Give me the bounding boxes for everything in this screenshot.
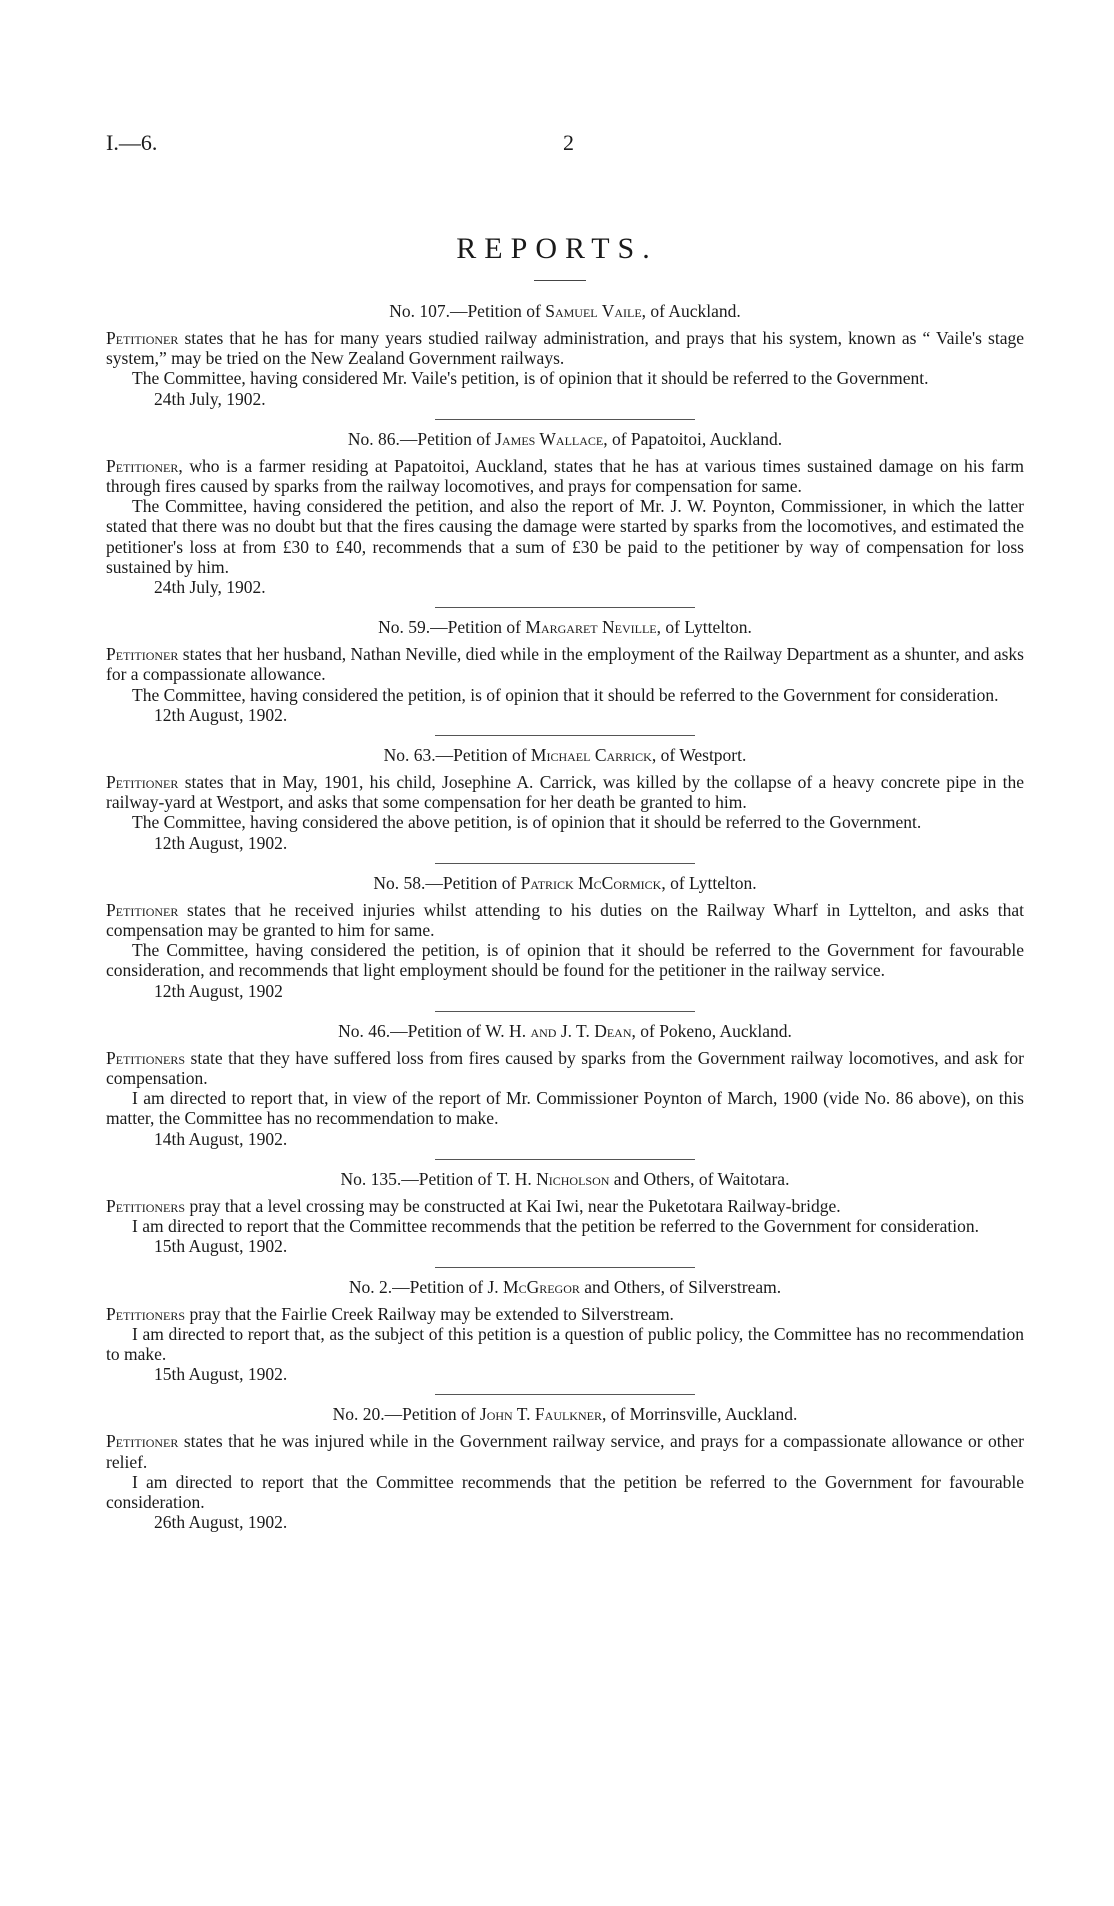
petition-text: state that they have suffered loss from fires caused by sparks from the Government railway locomotives, and ask for compensation. <box>106 1047 1024 1089</box>
petition-number: No. 46.—Petition of <box>338 1020 482 1041</box>
petition-place: , of Lyttelton. <box>661 872 757 893</box>
petition-heading <box>106 428 1024 450</box>
petition-place: and Others, of Silverstream. <box>579 1276 782 1297</box>
petition-text: states that in May, 1901, his child, Josephine A. Carrick, was killed by the collapse of a heavy concrete pipe in the railway-yard at Westport, and asks that some compensation for her death be granted to him. <box>106 772 1024 813</box>
petitioner-name: W. H. and J. T. Dean <box>485 1020 632 1041</box>
report-date: 24th July, 1902. <box>154 388 266 409</box>
petition-summary <box>106 456 1024 496</box>
committee-report: I am directed to report that the Committee recommends that the petition be referred to the Government for favourable consideration. <box>106 1471 1024 1512</box>
petitioner-name: Samuel Vaile <box>545 301 642 321</box>
petition-number: No. 63.—Petition of <box>383 745 527 766</box>
petitioner-lead: Petitioner <box>106 644 179 665</box>
petition-summary <box>106 1196 1024 1216</box>
report-date: 15th August, 1902. <box>154 1236 288 1257</box>
petition-place: , of Lyttelton. <box>656 617 752 638</box>
petition-entry <box>106 300 1024 420</box>
petitioner-name: Michael Carrick <box>530 745 652 766</box>
petition-entry <box>106 1020 1024 1160</box>
petition-reports-list <box>106 296 1024 1532</box>
committee-report: The Committee, having considered the above petition, is of opinion that it should be referred to the Government. <box>132 812 922 833</box>
committee-report: The Committee, having considered Mr. Vaile's petition, is of opinion that it should be referred to the Government. <box>132 368 929 389</box>
petitioner-lead: Petitioner <box>106 772 179 793</box>
petition-summary <box>106 644 1024 684</box>
petition-heading <box>106 872 1024 894</box>
paper-reference: I.—6. <box>106 130 158 155</box>
petitioner-name: John T. Faulkner <box>479 1404 602 1425</box>
petition-number: No. 2.—Petition of <box>348 1276 484 1297</box>
petition-summary <box>106 328 1024 368</box>
petitioner-lead: Petitioner <box>106 899 179 920</box>
section-divider <box>435 1394 695 1395</box>
petition-entry <box>106 616 1024 736</box>
petition-text: , who is a farmer residing at Papatoitoi, Auckland, states that he has at various times sustained damage on his farm through fires caused by sparks from the railway locomotives, and prays for compensation for same. <box>106 455 1024 497</box>
petitioner-name: J. McGregor <box>487 1276 580 1297</box>
petition-place: , of Auckland. <box>641 301 741 321</box>
petition-number: No. 135.—Petition of <box>340 1168 493 1189</box>
report-date: 24th July, 1902. <box>154 577 266 598</box>
petitioner-lead: Petitioners <box>106 1303 186 1324</box>
petition-place: , of Westport. <box>651 745 747 766</box>
petitioner-name: James Wallace <box>495 428 604 449</box>
petition-entry <box>106 1276 1024 1396</box>
committee-report: The Committee, having considered the petition, is of opinion that it should be referred to the Government for favourable consideration, and recommends that light employment should be found for the petitioner in the railway service. <box>106 940 1024 981</box>
petition-text: pray that the Fairlie Creek Railway may be extended to Silverstream. <box>185 1303 674 1324</box>
petition-number: No. 58.—Petition of <box>373 872 517 893</box>
report-date: 26th August, 1902. <box>154 1512 288 1533</box>
page-title: REPORTS. <box>456 232 658 265</box>
committee-report: The Committee, having considered the petition, is of opinion that it should be referred to the Government for consideration. <box>132 684 999 705</box>
committee-report: I am directed to report that, in view of the report of Mr. Commissioner Poynton of March, 1900 (vide No. 86 above), on this matter, the Committee has no recommendation to make. <box>106 1088 1024 1129</box>
report-date: 15th August, 1902. <box>154 1364 288 1385</box>
petition-heading <box>106 1020 1024 1042</box>
petitioner-name: T. H. Nicholson <box>496 1168 610 1189</box>
petition-heading <box>106 616 1024 638</box>
petition-summary <box>106 1304 1024 1324</box>
petition-entry <box>106 1168 1024 1268</box>
petition-number: No. 20.—Petition of <box>332 1404 476 1425</box>
petition-entry <box>106 744 1024 864</box>
report-date: 12th August, 1902. <box>154 704 288 725</box>
petitioner-lead: Petitioner <box>106 328 179 348</box>
petition-heading <box>106 300 1024 322</box>
petitioner-lead: Petitioner <box>106 455 179 476</box>
petition-place: and Others, of Waitotara. <box>609 1168 790 1189</box>
petition-place: , of Papatoitoi, Auckland. <box>603 428 783 449</box>
report-date: 12th August, 1902 <box>154 980 283 1001</box>
petition-summary <box>106 900 1024 940</box>
section-divider <box>435 1267 695 1268</box>
petition-place: , of Morrinsville, Auckland. <box>601 1404 798 1425</box>
petitioner-name: Patrick McCormick <box>520 872 662 893</box>
petition-heading <box>106 1276 1024 1298</box>
petition-number: No. 59.—Petition of <box>378 617 522 638</box>
petition-summary <box>106 1431 1024 1471</box>
petition-text: states that he received injuries whilst attending to his duties on the Railway Wharf in Lyttelton, and asks that compensation may be granted to him for same. <box>106 899 1024 941</box>
petition-summary <box>106 1048 1024 1088</box>
petition-text: states that he has for many years studied railway administration, and prays that his system, known as “ Vaile's stage system,” may be tried on the New Zealand Government railways. <box>106 328 1024 369</box>
petitioner-lead: Petitioners <box>106 1047 186 1068</box>
section-divider <box>435 607 695 608</box>
petition-heading <box>106 744 1024 766</box>
petition-text: pray that a level crossing may be constructed at Kai Iwi, near the Puketotara Railway-bridge. <box>185 1195 841 1216</box>
petition-heading <box>106 1168 1024 1190</box>
petitioner-lead: Petitioners <box>106 1195 186 1216</box>
petition-entry <box>106 1403 1024 1532</box>
committee-report: I am directed to report that, as the subject of this petition is a question of public policy, the Committee has no recommendation to make. <box>106 1323 1024 1364</box>
section-divider <box>435 735 695 736</box>
petitioner-name: Margaret Neville <box>525 617 657 638</box>
petition-text: states that he was injured while in the Government railway service, and prays for a compassionate allowance or other relief. <box>106 1431 1024 1472</box>
petition-text: states that her husband, Nathan Neville, died while in the employment of the Railway Department as a shunter, and asks for a compassionate allowance. <box>106 644 1024 685</box>
petition-number: No. 86.—Petition of <box>347 428 491 449</box>
section-divider <box>435 863 695 864</box>
petition-entry <box>106 428 1024 608</box>
committee-report: I am directed to report that the Committee recommends that the petition be referred to the Government for consideration. <box>132 1216 979 1237</box>
petitioner-lead: Petitioner <box>106 1431 179 1452</box>
page-number: 2 <box>563 130 574 155</box>
report-date: 12th August, 1902. <box>154 832 288 853</box>
petition-summary <box>106 772 1024 812</box>
title-rule <box>534 280 586 281</box>
petition-place: , of Pokeno, Auckland. <box>631 1020 792 1041</box>
section-divider <box>435 419 695 420</box>
section-divider <box>435 1159 695 1160</box>
committee-report: The Committee, having considered the petition, and also the report of Mr. J. W. Poynton, Commissioner, in which the latter stated that there was no doubt but that the fires causing the damage were started by sparks from the locomotives, and estimated the petitioner's loss at from £30 to £40, recommends that a sum of £30 be paid to the petitioner by way of compensation for loss sustained by him. <box>106 496 1024 577</box>
section-divider <box>435 1011 695 1012</box>
report-date: 14th August, 1902. <box>154 1128 288 1149</box>
petition-heading <box>106 1403 1024 1425</box>
petition-number: No. 107.—Petition of <box>389 301 541 321</box>
petition-entry <box>106 872 1024 1012</box>
